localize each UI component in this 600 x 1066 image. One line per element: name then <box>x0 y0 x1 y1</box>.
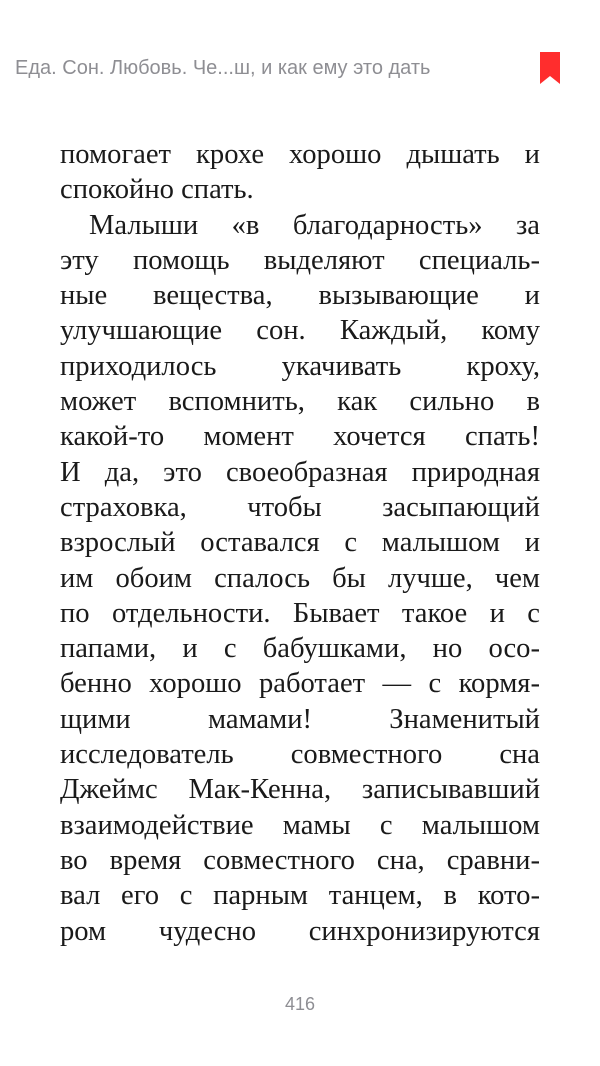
page-text <box>60 137 540 949</box>
text-line: во время совместного сна, сравни- <box>60 844 540 876</box>
text-line: помогает крохе хорошо дышать и <box>60 139 540 170</box>
text-line: страховка, чтобы засыпающий <box>60 491 540 523</box>
bookmark-icon[interactable] <box>540 52 560 84</box>
text-line: эту помощь выделяют специаль- <box>60 244 540 276</box>
text-line: взаимодействие мамы с малышом <box>60 809 540 841</box>
text-line: им обоим спалось бы лучше, чем <box>60 562 540 594</box>
reader-header <box>0 0 600 120</box>
text-line: может вспомнить, как сильно в <box>60 386 540 418</box>
paragraph-1 <box>60 137 540 208</box>
text-line: И да, это своеобразная природная <box>60 456 540 488</box>
text-line: щими мамами! Знаменитый <box>60 703 540 735</box>
text-line: папами, и с бабушками, но осо- <box>60 633 540 665</box>
text-line: Джеймс Мак-Кенна, записывавший <box>60 774 540 806</box>
paragraph-2 <box>60 208 540 949</box>
text-line: вал его с парным танцем, в кото- <box>60 880 540 912</box>
text-line: спокойно спать. <box>60 174 254 206</box>
text-line: ные вещества, вызывающие и <box>60 280 540 312</box>
text-line: взрослый оставался с малышом и <box>60 527 540 559</box>
text-line: по отдельности. Бывает такое и с <box>60 597 540 629</box>
text-line: ром чудесно синхронизируются <box>60 915 540 947</box>
text-line: исследователь совместного сна <box>60 739 540 771</box>
book-title[interactable]: Еда. Сон. Любовь. Че...ш, и как ему это дать <box>15 57 431 79</box>
text-line: какой-то момент хочется спать! <box>60 421 540 453</box>
text-line: улучшающие сон. Каждый, кому <box>60 315 540 347</box>
text-line: Малыши «в благодарность» за <box>89 209 540 241</box>
text-line: приходилось укачивать кроху, <box>60 350 540 382</box>
text-line: бенно хорошо работает — с кормя- <box>60 668 540 700</box>
page-number: 416 <box>284 994 316 1014</box>
